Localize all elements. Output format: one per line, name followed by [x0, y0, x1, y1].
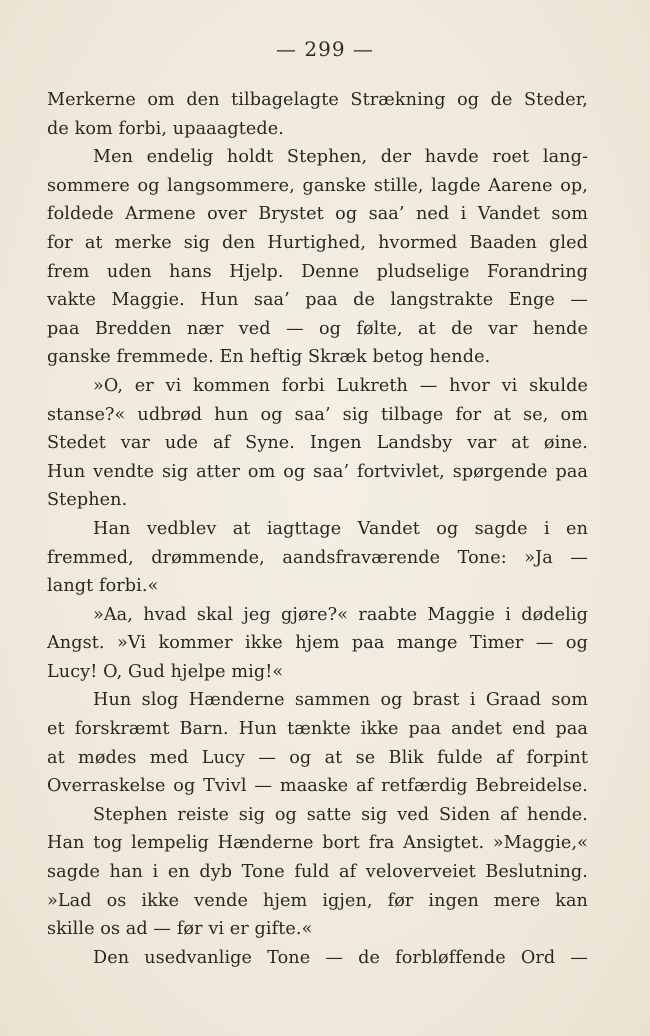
text-line: Lucy! O, Gud hjelpe mig!«: [47, 661, 284, 682]
text-line: Stephen.: [47, 490, 128, 511]
text-line: Han vedblev at iagttage Vandet og sagde i en: [93, 518, 588, 539]
body-text: [47, 86, 588, 972]
text-line: et forskræmt Barn. Hun tænkte ikke paa andet end paa: [47, 719, 588, 740]
text-line: Hun vendte sig atter om og saa’ fortvivlet, spørgende paa: [47, 461, 588, 482]
text-line: ganske fremmede. En heftig Skræk betog hende.: [47, 347, 491, 368]
page-number: — 299 —: [276, 37, 374, 61]
text-line: paa Bredden nær ved — og følte, at de var hende: [47, 318, 588, 339]
text-line: Den usedvanlige Tone — de forbløffende Ord —: [93, 947, 588, 968]
text-line: »Aa, hvad skal jeg gjøre?« raabte Maggie i dødelig: [93, 604, 588, 625]
text-line: Hun slog Hænderne sammen og brast i Graad som: [93, 690, 588, 711]
text-line: foldede Armene over Brystet og saa’ ned i Vandet som: [47, 204, 588, 225]
text-line: vakte Maggie. Hun saa’ paa de langstrakte Enge —: [47, 290, 588, 311]
text-line: sommere og langsommere, ganske stille, lagde Aarene op,: [47, 175, 588, 196]
text-line: langt forbi.«: [47, 576, 159, 597]
text-line: skille os ad — før vi er gifte.«: [47, 919, 313, 940]
text-line: Overraskelse og Tvivl — maaske af retfærdig Bebreidelse.: [47, 776, 588, 797]
text-line: Stephen reiste sig og satte sig ved Siden af hende.: [93, 804, 588, 825]
text-line: fremmed, drømmende, aandsfraværende Tone: »Ja —: [47, 547, 588, 568]
text-line: »Lad os ikke vende hjem igjen, før ingen mere kan: [47, 890, 588, 911]
text-line: de kom forbi, upaaagtede.: [47, 118, 284, 139]
text-line: Stedet var ude af Syne. Ingen Landsby var at øine.: [47, 433, 588, 454]
text-line: for at merke sig den Hurtighed, hvormed Baaden gled: [47, 232, 588, 253]
text-line: Angst. »Vi kommer ikke hjem paa mange Timer — og: [47, 633, 588, 654]
text-line: Han tog lempelig Hænderne bort fra Ansigtet. »Maggie,«: [47, 833, 588, 854]
text-line: Men endelig holdt Stephen, der havde roet lang-: [93, 147, 588, 168]
text-line: Merkerne om den tilbagelagte Strækning og de Steder,: [47, 90, 588, 110]
text-line: stanse?« udbrød hun og saa’ sig tilbage for at se, om: [47, 404, 588, 425]
text-line: »O, er vi kommen forbi Lukreth — hvor vi skulde: [93, 375, 588, 396]
text-line: sagde han i en dyb Tone fuld af veloverveiet Beslutning.: [47, 862, 588, 883]
text-line: frem uden hans Hjelp. Denne pludselige Forandring: [47, 261, 588, 282]
text-line: at mødes med Lucy — og at se Blik fulde af forpint: [47, 747, 588, 768]
